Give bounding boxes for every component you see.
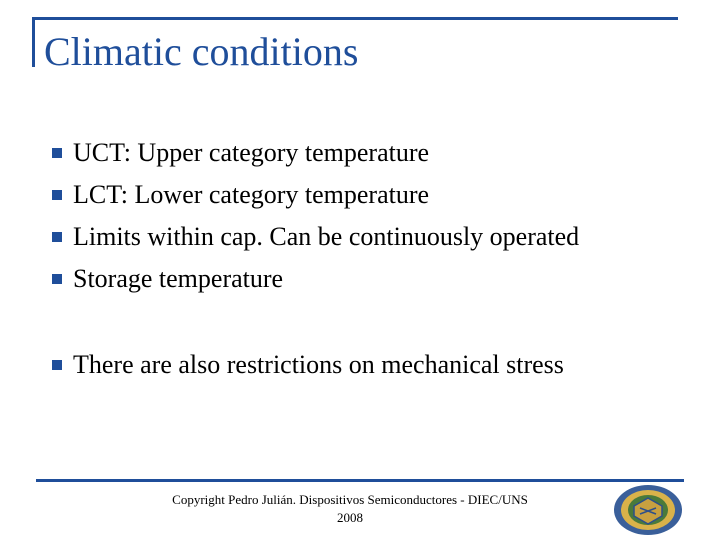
bullet-text: Storage temperature [73, 264, 284, 293]
slide-title: Climatic conditions [44, 29, 359, 74]
footer-line-1: Copyright Pedro Julián. Dispositivos Semiconductores - DIEC/UNS [172, 492, 528, 507]
footer-divider [36, 479, 684, 482]
title-frame-left-line [32, 17, 35, 67]
bullet-text: Limits within cap. Can be continuously operated [73, 222, 580, 251]
square-bullet-icon [52, 274, 62, 284]
university-seal-icon [612, 484, 684, 536]
footer-line-2: 2008 [337, 510, 363, 525]
bullet-text: UCT: Upper category temperature [73, 138, 430, 167]
bullet-text: There are also restrictions on mechanical stress [73, 350, 564, 379]
square-bullet-icon [52, 232, 62, 242]
footer-copyright [150, 491, 550, 527]
square-bullet-icon [52, 190, 62, 200]
square-bullet-icon [52, 360, 62, 370]
bullet-text: LCT: Lower category temperature [73, 180, 430, 209]
title-frame-top-line [32, 17, 678, 20]
square-bullet-icon [52, 148, 62, 158]
